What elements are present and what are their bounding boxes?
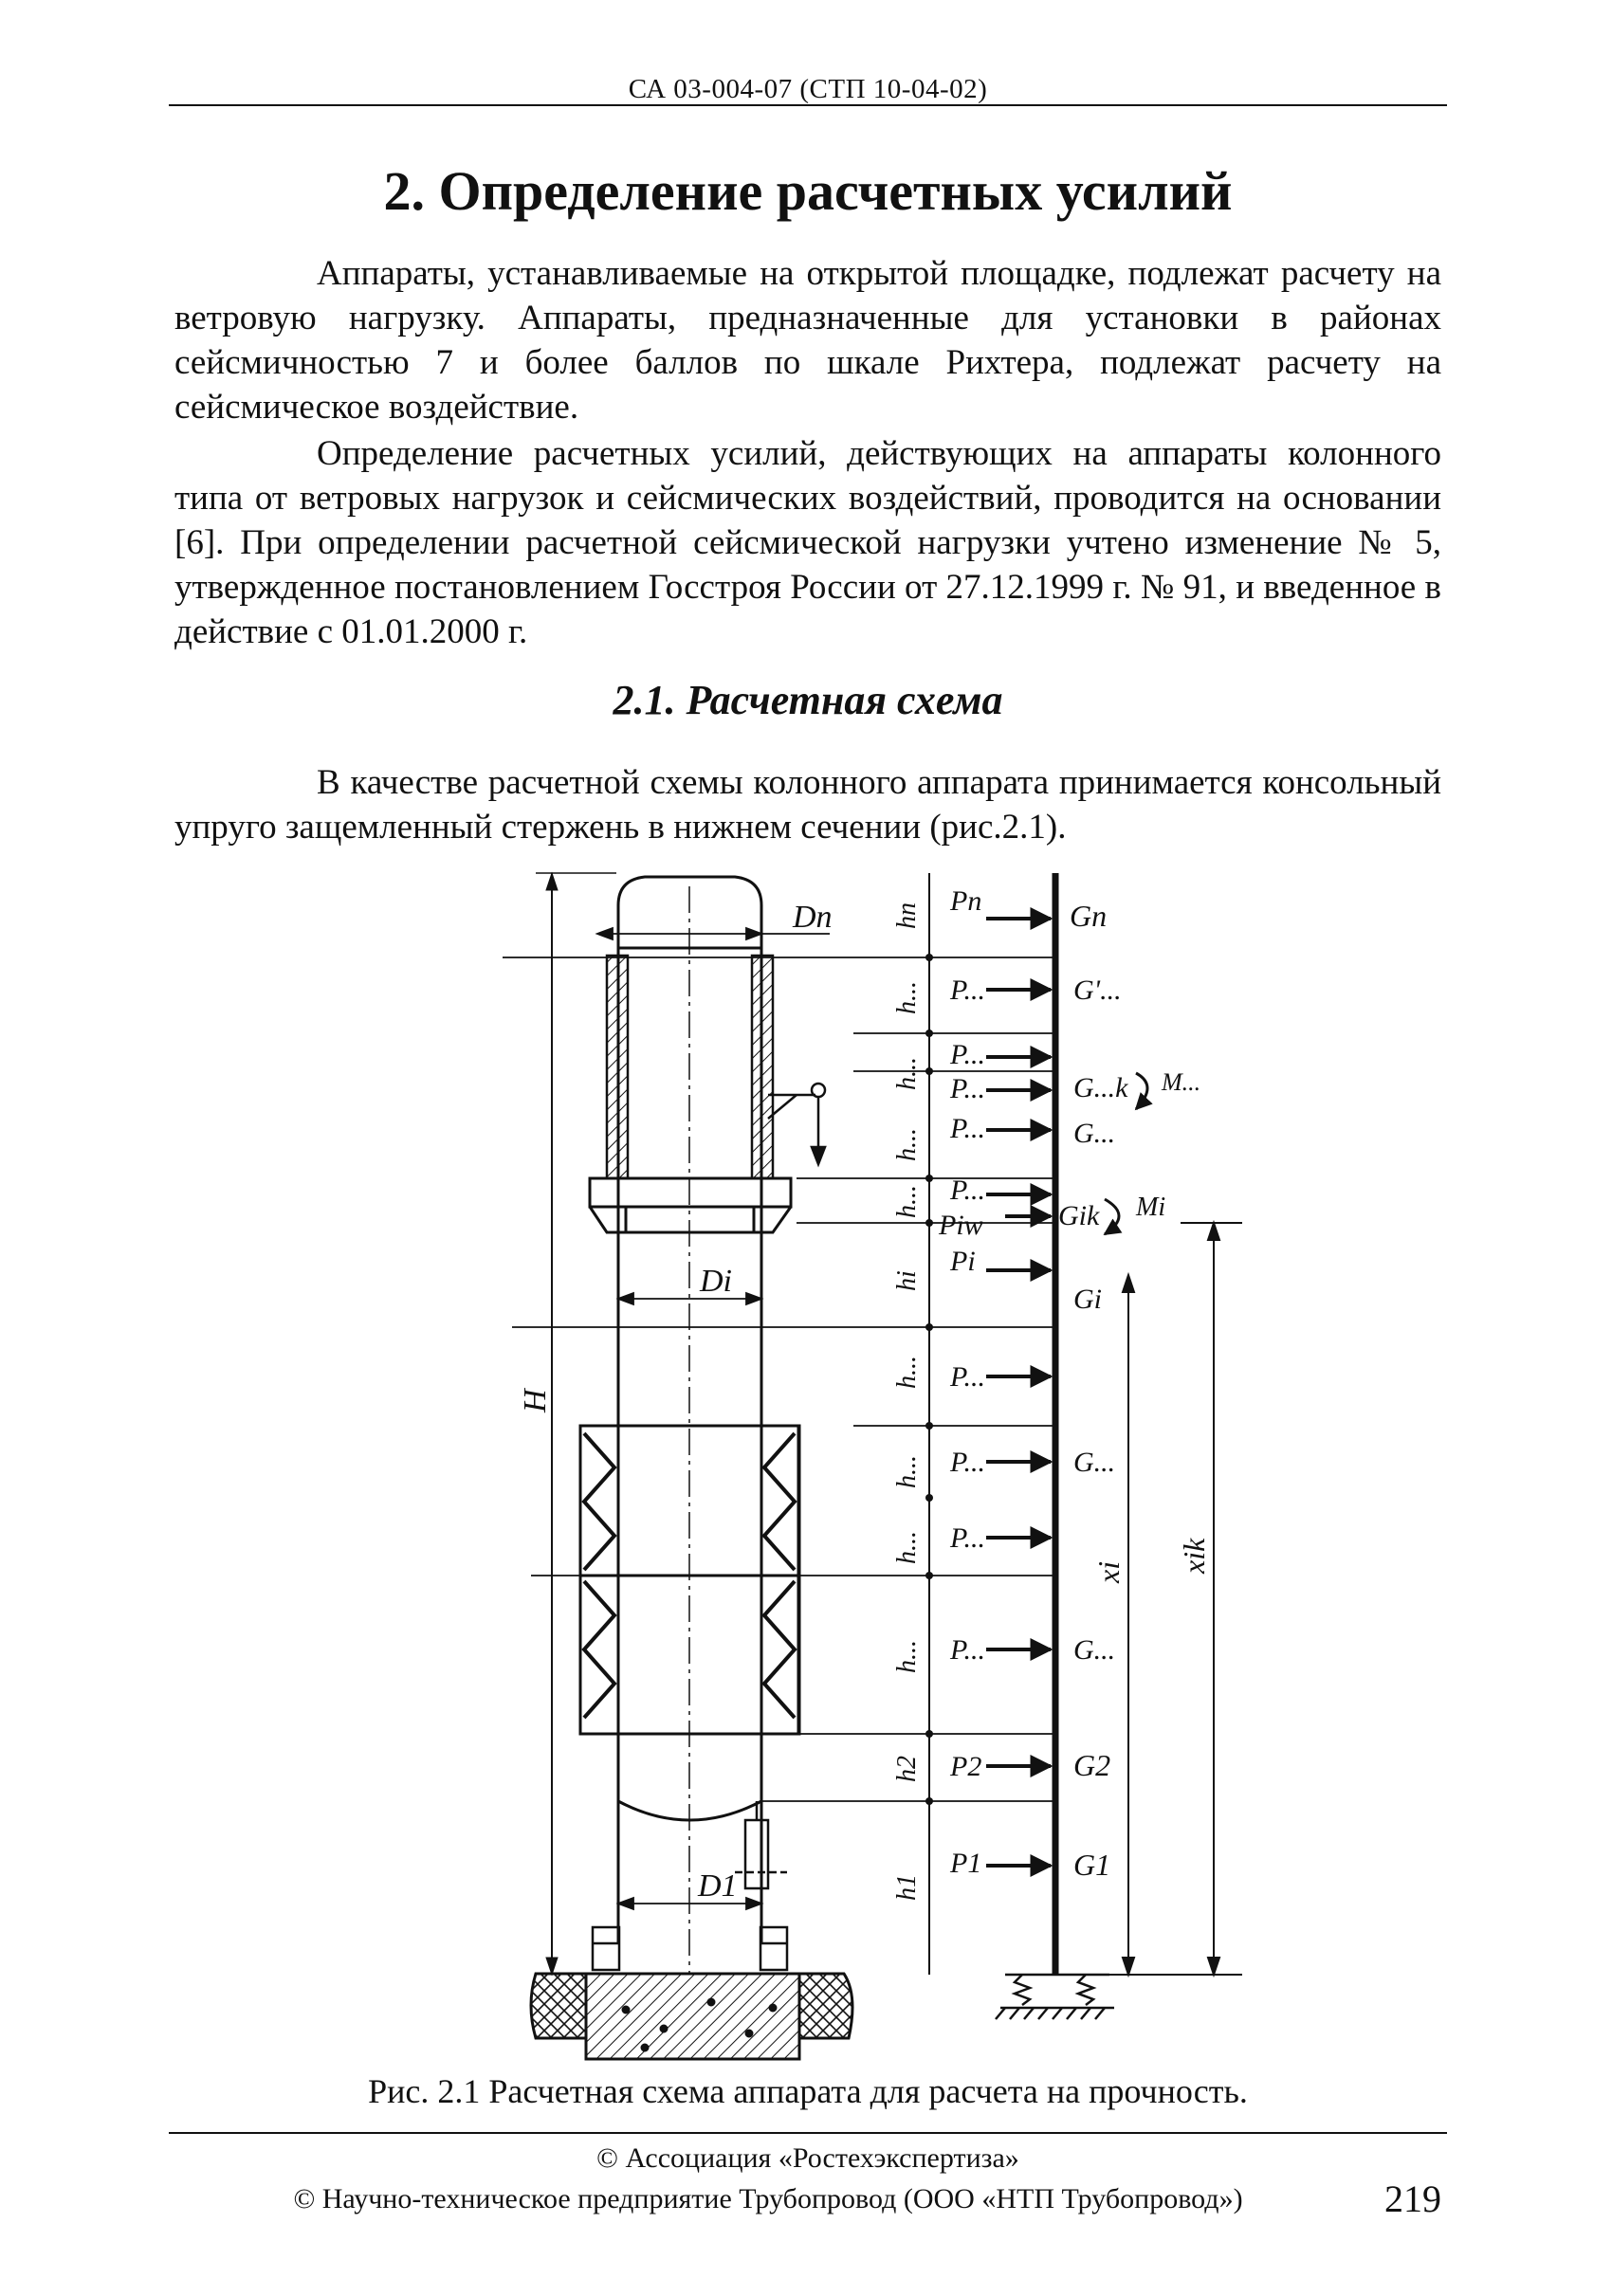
figure-label: P... xyxy=(950,1634,985,1666)
figure-label: G2 xyxy=(1073,1748,1111,1782)
footer-copyright-1: © Ассоциация «Ростехэкспертиза» xyxy=(596,2142,1019,2174)
subsection-title: 2.1. Расчетная схема xyxy=(613,677,1003,723)
section-height-axis xyxy=(925,873,933,1975)
footer-rule xyxy=(169,2132,1447,2134)
figure-label: Gn xyxy=(1070,899,1108,933)
label-dn: Dn xyxy=(793,900,833,935)
overall-height-dimension xyxy=(536,873,616,1975)
figure-label: h... xyxy=(892,1531,922,1564)
elastic-support xyxy=(996,1975,1114,2019)
figure-label: P... xyxy=(950,975,985,1006)
figure-label: h... xyxy=(892,1185,922,1218)
x-dimensions xyxy=(1109,1223,1242,1975)
figure-label: P... xyxy=(950,1522,985,1554)
figure-label: P... xyxy=(950,1113,985,1144)
figure-label: Pn xyxy=(950,885,982,917)
section-title: 2. Определение расчетных усилий xyxy=(383,160,1233,222)
figure-label: P... xyxy=(950,1073,985,1104)
figure-label: hn xyxy=(892,902,922,929)
figure-label: xi xyxy=(1091,1560,1126,1583)
figure-caption: Рис. 2.1 Расчетная схема аппарата для расчета на прочность. xyxy=(368,2072,1248,2110)
figure-label: h... xyxy=(892,1356,922,1389)
side-load xyxy=(768,1084,825,1164)
figure-label: h... xyxy=(892,1128,922,1161)
figure-label: Pi xyxy=(950,1246,976,1277)
figure-label: G...k xyxy=(1073,1072,1128,1103)
figure-label: h... xyxy=(892,1640,922,1673)
figure-label: Mi xyxy=(1136,1193,1166,1222)
figure-label: P1 xyxy=(950,1848,982,1879)
figure-label: Piw xyxy=(939,1210,983,1241)
figure-label: G'... xyxy=(1073,975,1122,1006)
figure-label: M... xyxy=(1162,1068,1201,1096)
subsection-paragraph: В качестве расчетной схемы колонного аппарата принимается консольный упруго защемленный стержень в нижнем сечении (рис.2.1). xyxy=(174,763,1441,847)
figure-label: h1 xyxy=(892,1874,922,1901)
load-arrows xyxy=(986,919,1051,1866)
figure-label: G... xyxy=(1073,1634,1116,1666)
foundation xyxy=(531,1974,852,2059)
paragraph-1: Аппараты, устанавливаемые на открытой площадке, подлежат расчету на ветровую нагрузку. Аппараты, предназначенные для установки в районах сейсмичностью 7 и более баллов по шкале Рихтера, подлежат расчету на сейсмическое воздействие. xyxy=(174,254,1441,427)
figure-label: P... xyxy=(950,1039,985,1070)
label-di: Di xyxy=(700,1264,732,1299)
figure-label: Gik xyxy=(1058,1200,1100,1231)
figure-label: xik xyxy=(1177,1538,1211,1574)
paragraph-2: Определение расчетных усилий, действующих на аппараты колонного типа от ветровых нагрузок и сейсмических воздействий, проводится на основании [6]. При определении расчетной сейсмической нагрузки учтено изменение № 5, утвержденное постановлением Госстроя России от 27.12.1999 г. № 91, и введенное в действие с 01.01.2000 г. xyxy=(174,434,1441,651)
figure-label: h... xyxy=(892,1057,922,1090)
figure-label: P... xyxy=(950,1175,985,1206)
label-d1: D1 xyxy=(698,1868,738,1904)
figure-label: h... xyxy=(892,1455,922,1488)
label-h: H xyxy=(518,1389,553,1412)
document-header: СА 03-004-07 (СТП 10-04-02) xyxy=(628,74,988,104)
figure-label: G1 xyxy=(1073,1848,1111,1882)
figure-label: G... xyxy=(1073,1118,1116,1149)
diameter-dimensions xyxy=(597,928,830,1909)
figure-label: P... xyxy=(950,1447,985,1478)
page-number: 219 xyxy=(1384,2178,1441,2220)
figure-label: Gi xyxy=(1073,1284,1102,1315)
figure-label: hi xyxy=(892,1270,922,1291)
figure-label: P2 xyxy=(950,1751,982,1782)
footer-copyright-2: © Научно-техническое предприятие Трубопровод (ООО «НТП Трубопровод») xyxy=(293,2183,1243,2214)
figure-label: h2 xyxy=(892,1756,922,1782)
figure-label: P... xyxy=(950,1361,985,1393)
figure-label: G... xyxy=(1073,1447,1116,1478)
figure-label: h... xyxy=(892,981,922,1014)
